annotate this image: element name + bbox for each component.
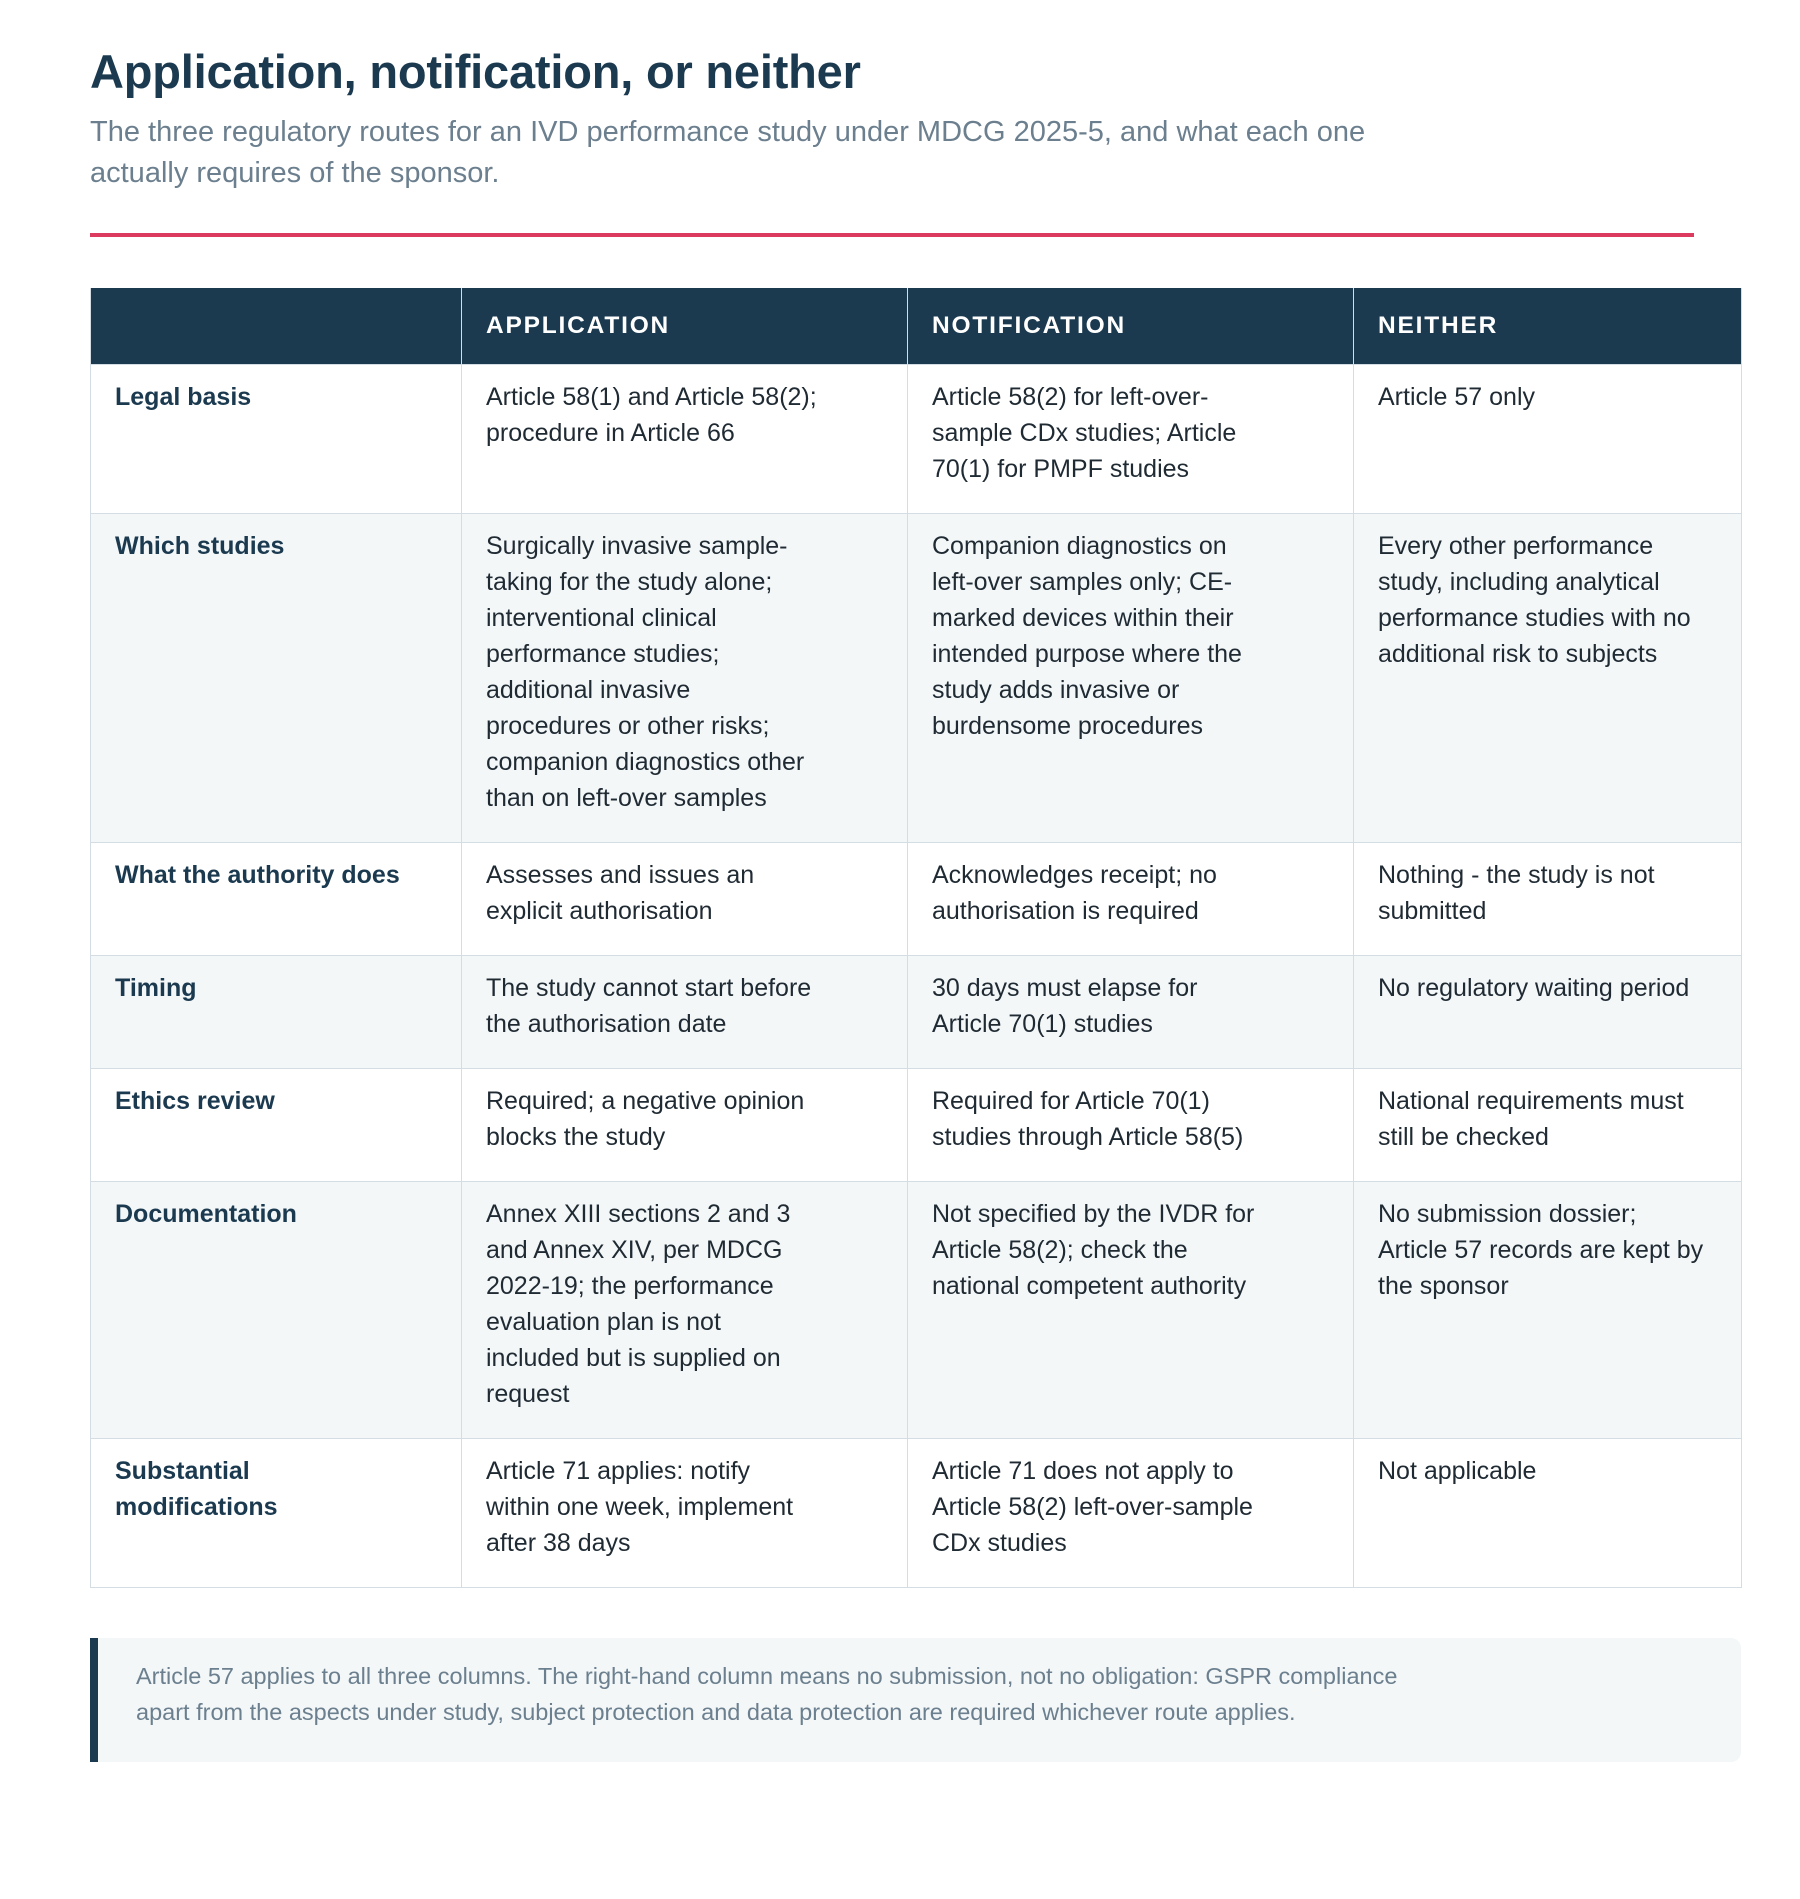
accent-divider [90, 233, 1694, 237]
neither-cell: Nothing - the study is not submitted [1354, 843, 1742, 956]
table-row-timing [91, 956, 1742, 1069]
application-cell: Article 71 applies: notify within one week, implement after 38 days [462, 1439, 908, 1588]
notification-cell: 30 days must elapse for Article 70(1) studies [908, 956, 1354, 1069]
page-subtitle: The three regulatory routes for an IVD performance study under MDCG 2025-5, and what each one actually requires of the sponsor. [90, 116, 1366, 190]
row-label: Documentation [91, 1182, 462, 1439]
row-label: Which studies [91, 514, 462, 843]
row-label: Timing [91, 956, 462, 1069]
column-header-label [91, 288, 462, 365]
table-row-substantial-modifications [91, 1439, 1742, 1588]
application-cell: Required; a negative opinion blocks the study [462, 1069, 908, 1182]
neither-cell: Not applicable [1354, 1439, 1742, 1588]
notification-cell: Companion diagnostics on left-over samples only; CE-marked devices within their intended purpose where the study adds invasive or burdensome procedures [908, 514, 1354, 843]
neither-cell: Every other performance study, including analytical performance studies with no additional risk to subjects [1354, 514, 1742, 843]
column-header-application: APPLICATION [462, 288, 908, 365]
table-row-which-studies [91, 514, 1742, 843]
neither-cell: No regulatory waiting period [1354, 956, 1742, 1069]
notification-cell: Article 58(2) for left-over-sample CDx studies; Article 70(1) for PMPF studies [908, 365, 1354, 514]
neither-cell: No submission dossier; Article 57 records are kept by the sponsor [1354, 1182, 1742, 1439]
row-label: What the authority does [91, 843, 462, 956]
notification-cell: Acknowledges receipt; no authorisation is required [908, 843, 1354, 956]
neither-cell: National requirements must still be checked [1354, 1069, 1742, 1182]
application-cell: Annex XIII sections 2 and 3 and Annex XIV, per MDCG 2022-19; the performance evaluation plan is not included but is supplied on request [462, 1182, 908, 1439]
column-header-notification: NOTIFICATION [908, 288, 1354, 365]
application-cell: The study cannot start before the authorisation date [462, 956, 908, 1069]
routes-comparison-table [90, 288, 1742, 1588]
table-row-legal-basis [91, 365, 1742, 514]
notification-cell: Article 71 does not apply to Article 58(2) left-over-sample CDx studies [908, 1439, 1354, 1588]
footnote-text: Article 57 applies to all three columns. The right-hand column means no submission, not no obligation: GSPR compliance apart from the aspects under study, subject protection and data protection are required whichever route applies. [136, 1663, 1398, 1726]
row-label: Legal basis [91, 365, 462, 514]
table-row-ethics-review [91, 1069, 1742, 1182]
application-cell: Article 58(1) and Article 58(2); procedure in Article 66 [462, 365, 908, 514]
footnote-callout [90, 1638, 1741, 1762]
notification-cell: Required for Article 70(1) studies through Article 58(5) [908, 1069, 1354, 1182]
row-label: Ethics review [91, 1069, 462, 1182]
neither-cell: Article 57 only [1354, 365, 1742, 514]
page-title: Application, notification, or neither [90, 45, 861, 98]
application-cell: Surgically invasive sample-taking for the study alone; interventional clinical performance studies; additional invasive procedures or other risks; companion diagnostics other than on left-over samples [462, 514, 908, 843]
notification-cell: Not specified by the IVDR for Article 58(2); check the national competent authority [908, 1182, 1354, 1439]
application-cell: Assesses and issues an explicit authorisation [462, 843, 908, 956]
table-row-authority [91, 843, 1742, 956]
table-row-documentation [91, 1182, 1742, 1439]
column-header-neither: NEITHER [1354, 288, 1742, 365]
row-label: Substantial modifications [91, 1439, 462, 1588]
table-header-row [91, 288, 1742, 365]
